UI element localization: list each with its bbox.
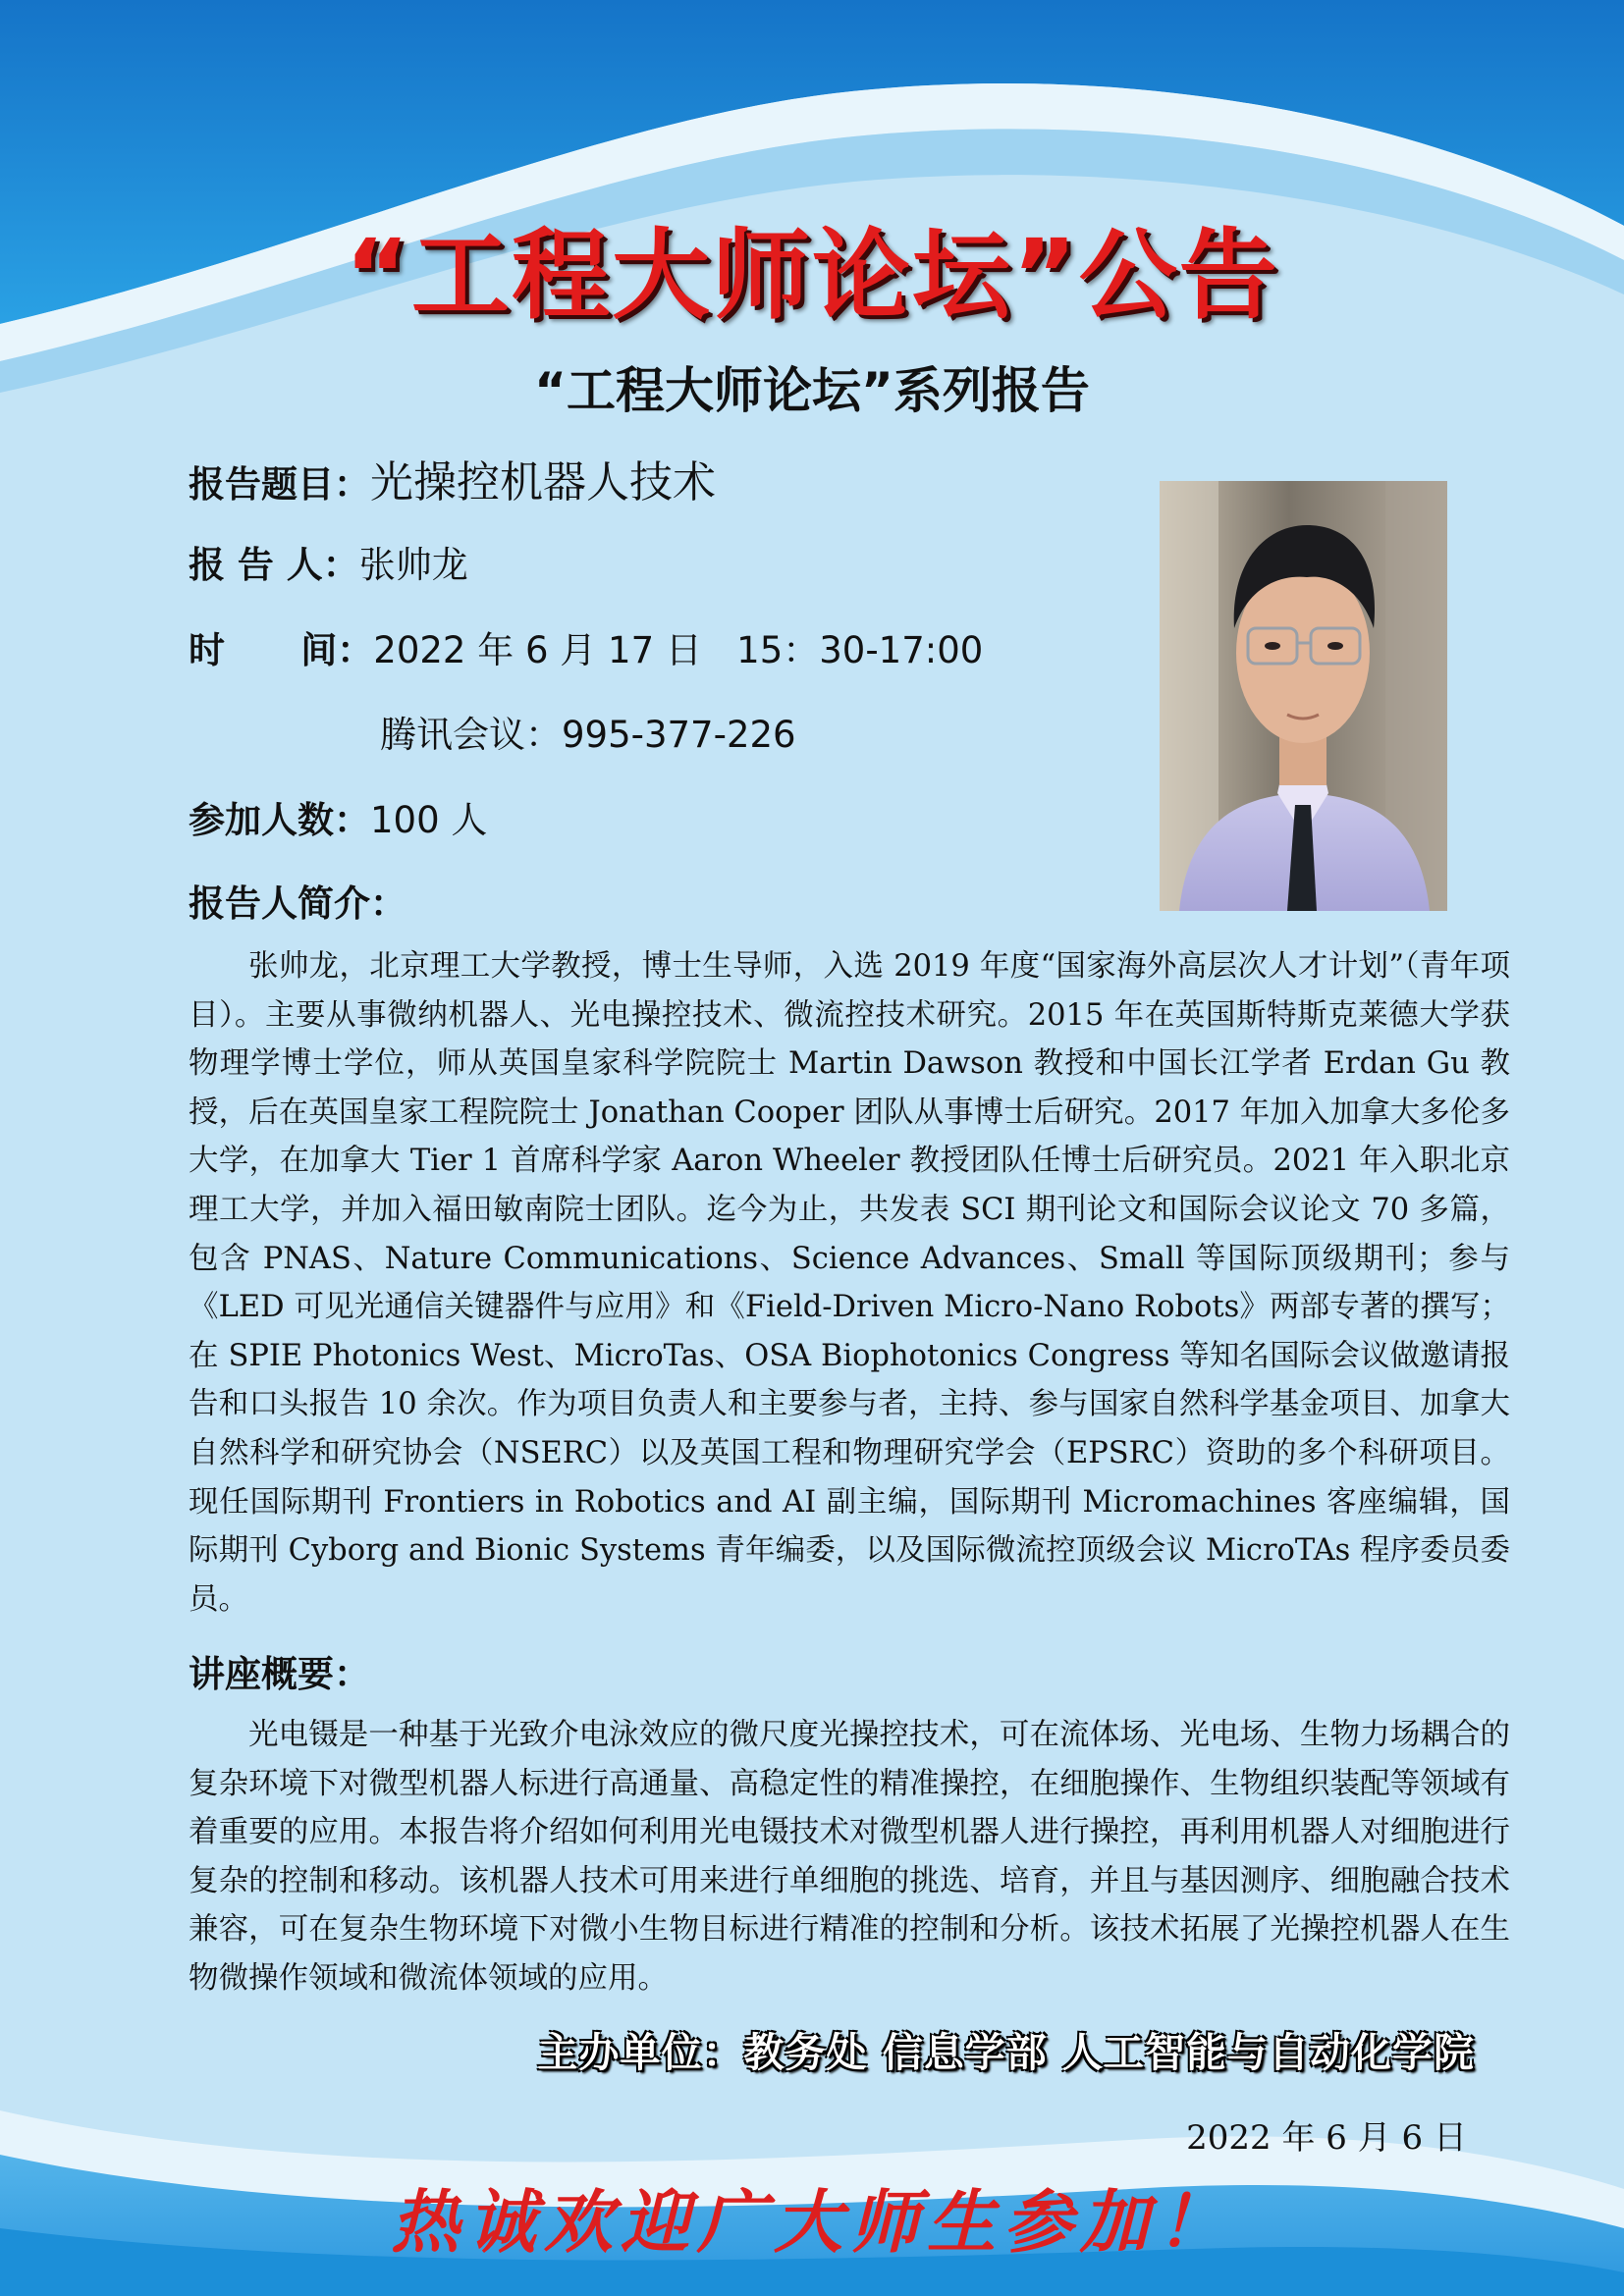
poster-subtitle: “工程大师论坛”系列报告 — [534, 362, 1090, 419]
summary-text: 光电镊是一种基于光致介电泳效应的微尺度光操控技术，可在流体场、光电场、生物力场耦合的复杂环境下对微型机器人标进行高通量、高稳定性的精准操控，在细胞操作、生物组织装配等领域有着重要的应用。本报告将介绍如何利用光电镊技术对微型机器人进行操控，再利用机器人对细胞进行复杂的控制和移动。该机器人技术可用来进行单细胞的挑选、培育，并且与基因测序、细胞融合技术兼容，可在复杂生物环境下对微小生物目标进行精准的控制和分析。该技术拓展了光操控机器人在生物微操作领域和微流体领域的应用。 — [189, 1718, 1510, 1996]
topic-value: 光操控机器人技术 — [370, 457, 716, 507]
speaker-row — [189, 535, 468, 588]
meeting-row — [380, 705, 796, 758]
bio-text: 张帅龙，北京理工大学教授，博士生导师，入选 2019 年度“国家海外高层次人才计划”（青年项目）。主要从事微纳机器人、光电操控技术、微流控技术研究。2015 年在英国斯特斯克莱德大学获物理学博士学位，师从英国皇家科学院院士 Martin Dawson 教授和中国长江学者 Erdan Gu 教授，后在英国皇家工程院院士 Jonathan Cooper 团队从事博士后研究。2017 年加入加拿大多伦多大学，在加拿大 Tier 1 首席科学家 Aaron Wheeler 教授团队任博士后研究员。2021 年入职北京理工大学，并加入福田敏南院士团队。迄今为止，共发表 SCI 期刊论文和国际会议论文 70 多篇，包含 PNAS、Nature Communications、Science Advances、Small 等国际顶级期刊；参与《LED 可见光通信关键器件与应用》和《Field-Driven Micro-Nano Robots》两部专著的撰写；在 SPIE Photonics West、MicroTas、OSA Biophotonics Congress 等知名国际会议做邀请报告和口头报告 10 余次。作为项目负责人和主要参与者，主持、参与国家自然科学基金项目、加拿大自然科学和研究协会（NSERC）以及英国工程和物理研究学会（EPSRC）资助的多个科研项目。现任国际期刊 Frontiers in Robotics and AI 副主编，国际期刊 Micromachines 客座编辑，国际期刊 Cyborg and Bionic Systems 青年编委，以及国际微流控顶级会议 MicroTAs 程序委员委员。 — [189, 949, 1510, 1617]
bio-heading: 报告人简介： — [189, 882, 406, 925]
speaker-value: 张帅龙 — [358, 544, 468, 586]
time-row — [189, 620, 983, 673]
organizer: 主办单位：教务处 信息学部 人工智能与自动化学院 — [537, 2029, 1475, 2076]
speaker-photo — [1160, 481, 1447, 911]
issue-date: 2022 年 6 月 6 日 — [1186, 2118, 1467, 2158]
summary-heading: 讲座概要： — [189, 1653, 370, 1695]
time-value: 2022 年 6 月 17 日 15：30-17:00 — [373, 629, 984, 671]
poster-title: “工程大师论坛”公告 — [345, 218, 1279, 333]
speaker-label: 报 告 人： — [189, 544, 359, 586]
topic-row — [189, 447, 716, 509]
attendees-label: 参加人数： — [189, 799, 370, 841]
topic-label: 报告题目： — [189, 463, 370, 506]
attendees-row — [189, 790, 487, 843]
welcome-message: 热诚欢迎广大师生参加！ — [391, 2181, 1233, 2263]
meeting-value: 腾讯会议：995-377-226 — [380, 714, 796, 756]
attendees-value: 100 人 — [370, 799, 488, 841]
time-label: 时 间： — [189, 629, 374, 671]
